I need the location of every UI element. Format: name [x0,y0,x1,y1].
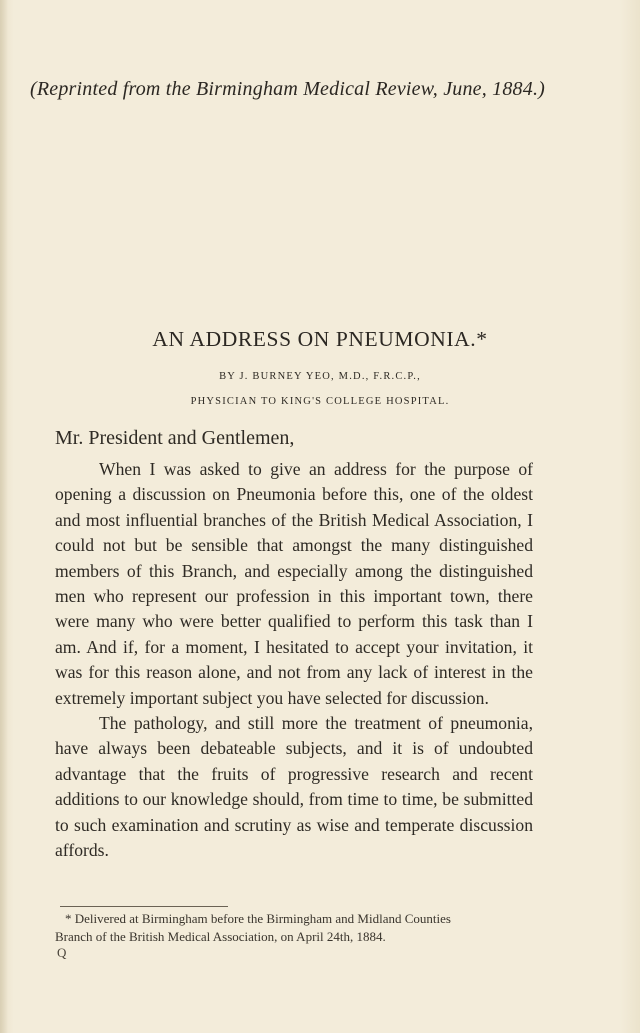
page-edge-shadow [0,0,8,1033]
footnote-line-2: Branch of the British Medical Association, on April 24th, 1884. [55,929,386,944]
footnote-divider [60,906,228,907]
body-paragraph-1: When I was asked to give an address for the purpose of opening a discussion on Pneumonia before this, one of the oldest and most influential branches of the British Medical Association, I could not but be sensible that amongst the many distinguished members of this Branch, and especially among the distinguished men who represent our profession in this important town, there were many who were better qualified to perform this task than I am. And if, for a moment, I hesitated to accept your invitation, it was for this reason alone, and not from any lack of interest in the extremely important subject you have selected for discussion. [55,459,533,708]
footnote-line-1: * Delivered at Birmingham before the Birmingham and Midland Counties [65,911,451,926]
salutation: Mr. President and Gentlemen, [55,427,295,449]
body-paragraph-2: The pathology, and still more the treatment of pneumonia, have always been debateable subjects, and it is of undoubted advantage that the fruits of progressive research and recent additions to our knowledge should, from time to time, be submitted to such examination and scrutiny as wise and temperate discussion affords. [55,713,533,861]
signature-mark: Q [57,945,67,960]
article-title: AN ADDRESS ON PNEUMONIA.* [152,327,488,351]
article-byline: BY J. BURNEY YEO, M.D., F.R.C.P., [219,371,421,382]
reprint-note: (Reprinted from the Birmingham Medical Review, June, 1884.) [30,78,546,100]
footnote [55,910,533,946]
author-affiliation: PHYSICIAN TO KING'S COLLEGE HOSPITAL. [190,396,450,407]
article-body [55,457,533,864]
